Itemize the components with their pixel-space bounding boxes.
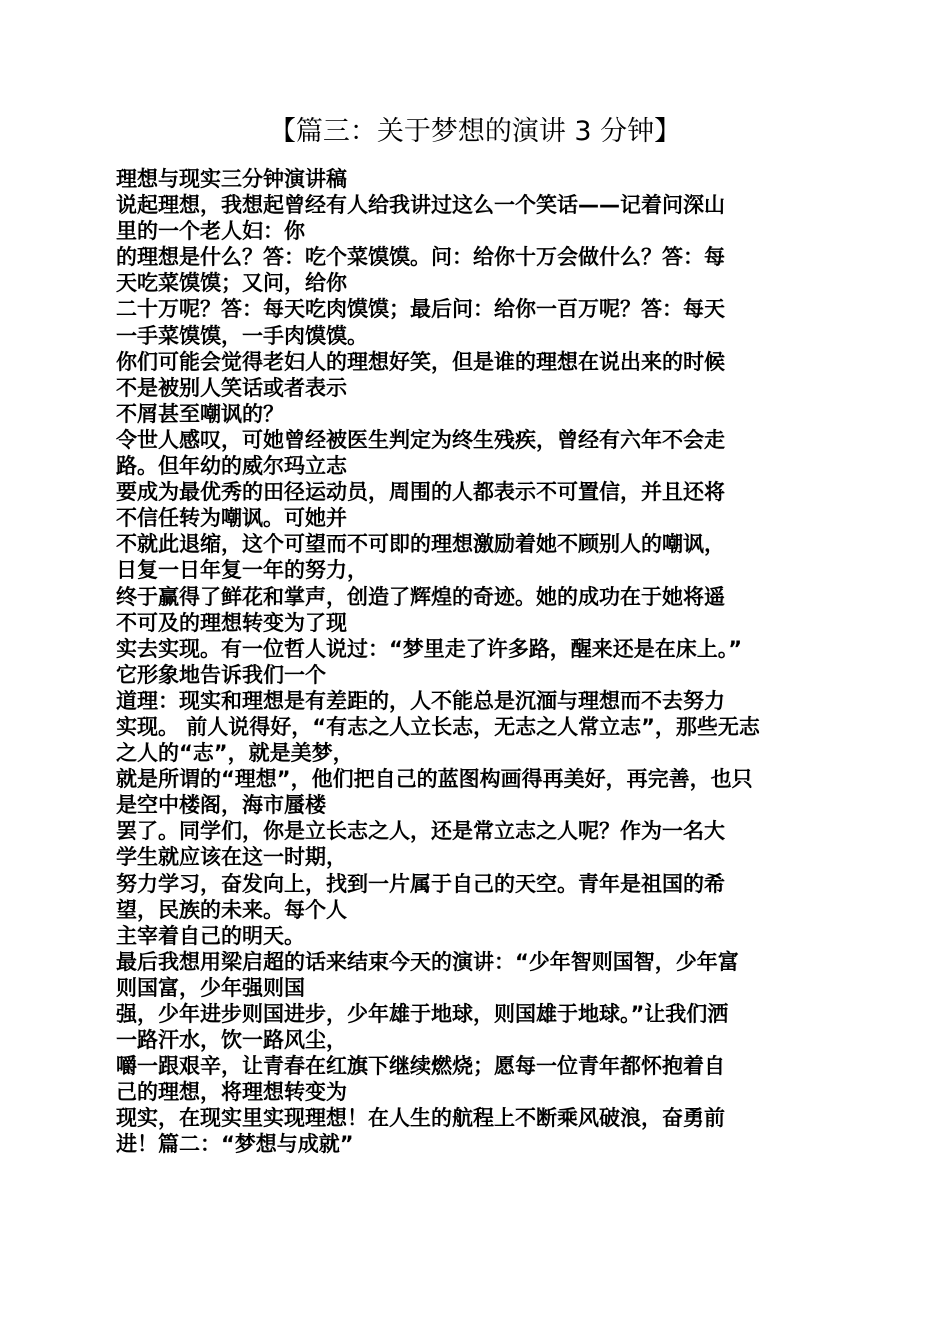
body-text-line: 学生就应该在这一时期， [116,845,347,870]
document-title: 【篇三：关于梦想的演讲 3 分钟】 [268,116,682,147]
body-text-line: 说起理想，我想起曾经有人给我讲过这么一个笑话——记着问深山 [116,193,725,218]
body-text-line: 现实，在现实里实现理想！在人生的航程上不断乘风破浪，奋勇前 [116,1106,725,1131]
body-text-line: 一手菜馍馍，一手肉馍馍。 [116,323,368,348]
body-text-line: 强，少年进步则国进步，少年雄于地球，则国雄于地球。”让我们洒 [116,1002,729,1026]
body-text-line: 则国富，少年强则国 [116,975,305,1000]
body-text-line: 不屑甚至嘲讽的？ [116,401,284,426]
document-body [116,166,836,1158]
body-text-line: 努力学习，奋发向上，找到一片属于自己的天空。青年是祖国的希 [116,871,725,896]
body-text-line: 它形象地告诉我们一个 [116,662,326,687]
body-text-line: 是空中楼阁，海市蜃楼 [116,793,326,818]
body-text-line: 实去实现。有一位哲人说过：“梦里走了许多路，醒来还是在床上。” [116,636,743,661]
body-text-line: 己的理想，将理想转变为 [116,1080,347,1105]
body-text-line: 理想与现实三分钟演讲稿 [116,167,347,191]
body-text-line: 主宰着自己的明天。 [116,923,305,948]
body-text-line: 日复一日年复一年的努力， [116,558,368,583]
body-text-line: 望，民族的未来。每个人 [116,897,347,922]
body-text-line: 不就此退缩，这个可望而不可即的理想激励着她不顾别人的嘲讽， [116,532,725,557]
body-text-line: 终于赢得了鲜花和掌声，创造了辉煌的奇迹。她的成功在于她将遥 [116,584,725,609]
body-text-line: 进！篇二：“梦想与成就” [116,1132,354,1157]
body-text-line: 最后我想用梁启超的话来结束今天的演讲：“少年智则国智，少年富 [116,949,739,974]
body-text-line: 令世人感叹，可她曾经被医生判定为终生残疾，曾经有六年不会走 [116,427,725,452]
body-text-line: 不是被别人笑话或者表示 [116,375,347,400]
body-text-line: 不可及的理想转变为了现 [116,610,347,635]
body-text-line: 一路汗水，饮一路风尘， [116,1028,347,1053]
body-text-line: 要成为最优秀的田径运动员，周围的人都表示不可置信，并且还将 [116,480,725,505]
body-text-line: 不信任转为嘲讽。可她并 [116,506,347,531]
body-text-line: 里的一个老人妇：你 [116,219,305,244]
body-text-line: 之人的“志”，就是美梦， [116,741,354,766]
body-text-line: 路。但年幼的威尔玛立志 [116,454,347,479]
body-text-line: 你们可能会觉得老妇人的理想好笑，但是谁的理想在说出来的时候 [116,349,725,374]
body-text-line: 罢了。同学们，你是立长志之人，还是常立志之人呢？作为一名大 [116,819,725,844]
body-text-line: 的理想是什么？答：吃个菜馍馍。问：给你十万会做什么？答：每 [116,245,725,270]
body-text-line: 实现。 前人说得好，“有志之人立长志，无志之人常立志”，那些无志 [116,714,760,739]
body-text-line: 就是所谓的“理想”，他们把自己的蓝图构画得再美好，再完善，也只 [116,767,753,792]
body-text-line: 道理：现实和理想是有差距的，人不能总是沉湎与理想而不去努力 [116,688,725,713]
body-text-line: 二十万呢？答：每天吃肉馍馍；最后问：给你一百万呢？答：每天 [116,297,725,322]
body-text-line: 嚼一跟艰辛，让青春在红旗下继续燃烧；愿每一位青年都怀抱着自 [116,1054,725,1079]
body-text-line: 天吃菜馍馍；又问，给你 [116,271,347,296]
